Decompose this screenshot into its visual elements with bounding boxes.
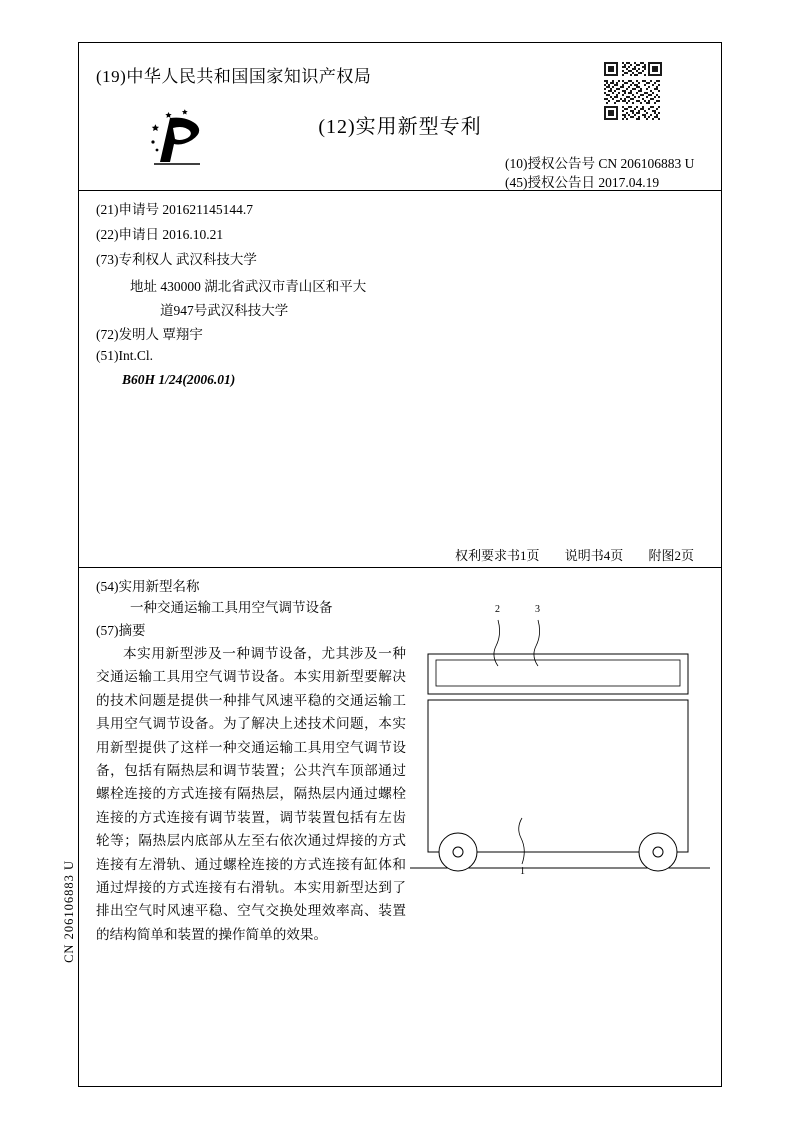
applicant-address-line-2: 道947号武汉科技大学: [160, 303, 289, 318]
figure-callout: 3: [535, 604, 540, 615]
description-page-count: 说明书4页: [564, 548, 624, 563]
application-date: (22)申请日 2016.10.21: [96, 227, 224, 242]
invention-title: 一种交通运输工具用空气调节设备: [130, 600, 333, 615]
abstract-divider: [78, 567, 722, 568]
publication-date: (45)授权公告日 2017.04.19: [505, 175, 660, 190]
figure-callout: 1: [520, 866, 525, 877]
page-counts: [455, 545, 694, 564]
applicant-address-line-1: 地址 430000 湖北省武汉市青山区和平大: [130, 279, 367, 294]
publication-number: (10)授权公告号 CN 206106883 U: [505, 156, 695, 171]
abstract-text: 本实用新型涉及一种调节设备，尤其涉及一种交通运输工具用空气调节设备。本实用新型要解决的技术问题是提供一种排气风速平稳的交通运输工具用空气调节设备。为了解决上述技术问题，本实用新型提供了这样一种交通运输工具用空气调节设备，包括有隔热层和调节装置；公共汽车顶部通过螺栓连接的方式连接有隔热层，隔热层内通过螺栓连接的方式连接有调节装置，调节装置包括有左齿轮等；隔热层内底部从左至右依次通过焊接的方式连接有左滑轨、通过螺栓连接的方式连接有缸体和通过焊接的方式连接有右滑轨。本实用新型达到了排出空气时风速平稳、空气交换处理效率高、装置的结构简单和装置的操作简单的效果。: [96, 646, 406, 942]
side-publication-code: CN 206106883 U: [62, 860, 76, 963]
inventor: (72)发明人 覃翔宇: [96, 327, 203, 342]
int-cl-value: B60H 1/24(2006.01): [122, 372, 236, 387]
int-cl-label: (51)Int.Cl.: [96, 348, 153, 363]
drawings-page-count: 附图2页: [648, 548, 695, 563]
document-type-title: (12)实用新型专利: [318, 116, 482, 138]
applicant: (73)专利权人 武汉科技大学: [96, 252, 257, 267]
abstract-label: (57)摘要: [96, 623, 146, 638]
issuing-office: (19)中华人民共和国国家知识产权局: [96, 67, 372, 86]
figure-callout: 2: [495, 604, 500, 615]
header-divider: [78, 190, 722, 191]
qr-code-icon: [604, 62, 662, 120]
invention-title-label: (54)实用新型名称: [96, 579, 200, 594]
abstract-figure: [410, 596, 710, 896]
claims-page-count: 权利要求书1页: [455, 548, 540, 563]
application-number: (21)申请号 201621145144.7: [96, 202, 253, 217]
